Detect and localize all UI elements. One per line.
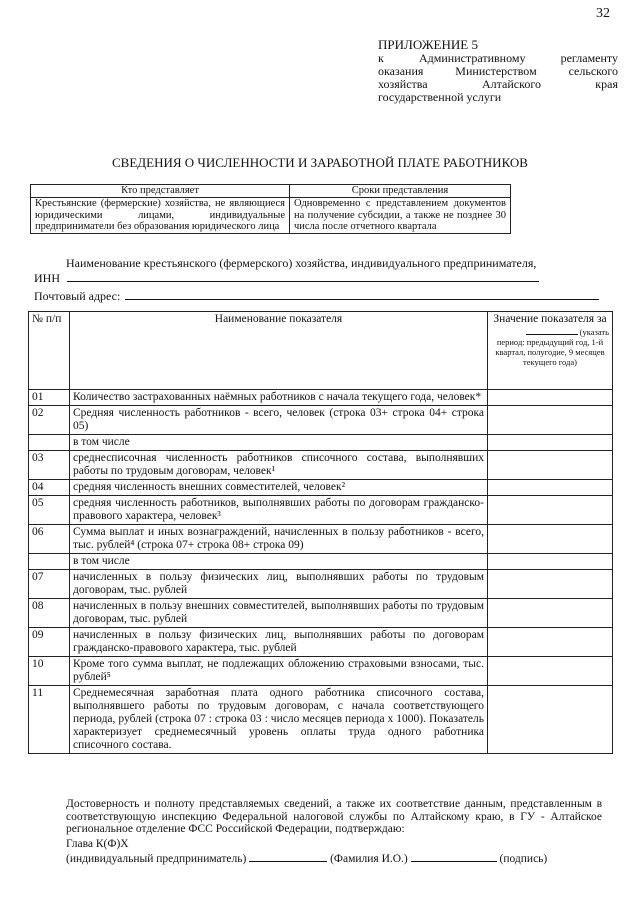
row-value-cell[interactable] (488, 657, 613, 686)
address-row (34, 288, 614, 304)
row-value-cell[interactable] (488, 480, 613, 496)
appendix-line: государственной услуги (378, 90, 502, 104)
value-header-line1: Значение показателя за (493, 313, 607, 325)
row-value-cell[interactable] (488, 451, 613, 480)
value-header-line3: период: прeдыдущий год, 1-й квартал, полугодие, 9 месяцев текущего года) (495, 337, 605, 367)
row-value-cell[interactable] (488, 554, 613, 570)
table-row (29, 480, 613, 496)
fio-label: (Фамилия И.О.) (330, 853, 408, 865)
head-label: Глава К(Ф)Х (66, 837, 129, 850)
ip-input-line[interactable] (249, 850, 327, 862)
row-indicator-name: средняя численность внешних совместителей, человек² (70, 480, 488, 496)
table-row (29, 599, 613, 628)
row-number: 08 (29, 599, 70, 628)
submission-table (30, 184, 511, 234)
row-value-cell[interactable] (488, 686, 613, 754)
row-indicator-name: Средняя численность работников - всего, человек (строка 03+ строка 04+ строка 05) (70, 406, 488, 435)
confirm-text: Достоверность и полноту представляемых сведений, а также их соответствие данным, представленным в соответствующую инспекцию Федеральной налоговой службы по Алтайскому краю, в ГУ - Алтайское региональное отделение ФСС Российской Федерации, подтверждаю: (66, 798, 602, 835)
footer-block (66, 798, 602, 866)
fio-input-line[interactable] (411, 850, 497, 862)
row-number: 11 (29, 686, 70, 754)
row-indicator-name: Количество застрахованных наёмных работников с начала текущего года, человек* (70, 390, 488, 406)
indicators-table (28, 311, 613, 754)
row-number (29, 554, 70, 570)
inn-row (34, 270, 614, 286)
indicators-body (29, 390, 613, 754)
row-value-cell[interactable] (488, 435, 613, 451)
row-number: 06 (29, 525, 70, 554)
value-header (488, 312, 613, 390)
value-header-line2: (указать (491, 326, 609, 337)
table-row (29, 496, 613, 525)
name-label: Наименование крестьянского (фермерского) хозяйства, индивидуального предпринимателя, (66, 256, 537, 270)
ip-label: (индивидуальный предприниматель) (66, 853, 247, 865)
row-value-cell[interactable] (488, 496, 613, 525)
address-input-line[interactable] (125, 288, 599, 300)
row-indicator-name: начисленных в пользу физических лиц, выполнявших работы по трудовым договорам, тыс. рублей (70, 570, 488, 599)
row-indicator-name: в том числе (70, 554, 488, 570)
row-indicator-name: Среднемесячная заработная плата одного работника списочного состава, выполнявшего работы по трудовым договорам, с начала соответствующего периода, рублей (строка 07 : строка 03 : число месяцев периода х 1000). Показатель характеризует среднемесячный уровень оплаты труда одного работника списочного состава. (70, 686, 488, 754)
row-indicator-name: начисленных в пользу внешних совместителей, выполнявших работы по трудовым договорам, тыс. рублей (70, 599, 488, 628)
row-number (29, 435, 70, 451)
appendix-line: оказания Министерством сельского (378, 64, 618, 78)
row-indicator-name: в том числе (70, 435, 488, 451)
appendix-heading: ПРИЛОЖЕНИЕ 5 (378, 37, 478, 52)
row-value-cell[interactable] (488, 390, 613, 406)
appendix-line: к Административному регламенту (378, 51, 618, 65)
who-header: Кто представляет (31, 185, 290, 198)
appendix-line: хозяйства Алтайского края (378, 77, 618, 91)
table-row (29, 406, 613, 435)
table-row (29, 525, 613, 554)
appendix-block (378, 38, 618, 104)
page-number: 32 (596, 6, 610, 21)
deadline-header: Сроки представления (290, 185, 511, 198)
table-row (29, 570, 613, 599)
row-number: 10 (29, 657, 70, 686)
signature-row (66, 850, 602, 866)
table-row (29, 390, 613, 406)
table-row (29, 451, 613, 480)
who-cell: Крестьянские (фермерские) хозяйства, не являющиеся юридическими лицами, индивидуальные предприниматели без образования юридического лица (31, 198, 290, 234)
row-number: 04 (29, 480, 70, 496)
row-number: 02 (29, 406, 70, 435)
period-input-line[interactable] (526, 326, 578, 335)
row-value-cell[interactable] (488, 628, 613, 657)
address-label: Почтовый адрес: (34, 289, 121, 303)
table-row (29, 686, 613, 754)
sign-label: (подпись) (499, 853, 548, 865)
table-row (29, 657, 613, 686)
deadline-cell: Одновременно с представлением документов на получение субсидии, а также не позднее 30 числа после отчетного квартала (290, 198, 511, 234)
num-header: № п/п (29, 312, 70, 390)
row-number: 03 (29, 451, 70, 480)
row-indicator-name: Кроме того сумма выплат, не подлежащих обложению страховыми взносами, тыс. рублей⁵ (70, 657, 488, 686)
row-number: 05 (29, 496, 70, 525)
row-value-cell[interactable] (488, 525, 613, 554)
row-number: 01 (29, 390, 70, 406)
row-value-cell[interactable] (488, 599, 613, 628)
row-indicator-name: среднесписочная численность работников списочного состава, выполнявших работы по трудовым договорам, человек¹ (70, 451, 488, 480)
row-value-cell[interactable] (488, 570, 613, 599)
name-header: Наименование показателя (70, 312, 488, 390)
row-indicator-name: средняя численность работников, выполнявших работы по договорам гражданско-правового характера, человек³ (70, 496, 488, 525)
row-indicator-name: начисленных в пользу физических лиц, выполнявших работы по договорам гражданско-правового характера, тыс. рублей (70, 628, 488, 657)
document-title: СВЕДЕНИЯ О ЧИСЛЕННОСТИ И ЗАРАБОТНОЙ ПЛАТЕ РАБОТНИКОВ (112, 155, 528, 170)
table-row (29, 435, 613, 451)
row-value-cell[interactable] (488, 406, 613, 435)
inn-input-line[interactable] (67, 270, 539, 282)
row-number: 07 (29, 570, 70, 599)
row-indicator-name: Сумма выплат и иных вознаграждений, начисленных в пользу работников - всего, тыс. рублей⁴ (строка 07+ строка 08+ строка 09) (70, 525, 488, 554)
row-number: 09 (29, 628, 70, 657)
table-row (29, 628, 613, 657)
inn-label: ИНН (34, 271, 60, 285)
table-row (29, 554, 613, 570)
